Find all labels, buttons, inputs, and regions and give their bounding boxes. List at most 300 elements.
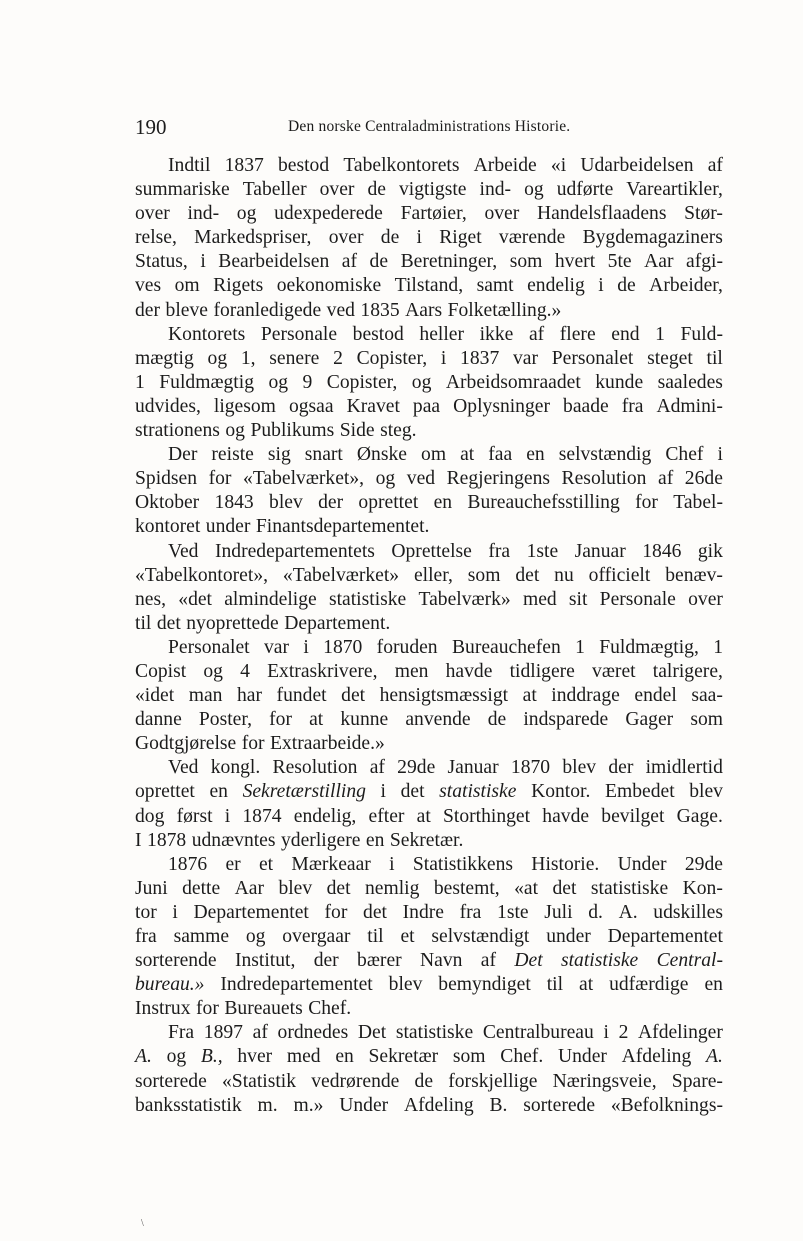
word: snart [304,444,343,466]
text-line [135,1021,723,1045]
word: Stør- [684,203,723,225]
word: 1878 [147,829,187,851]
word: Aar [644,251,674,273]
word: over [135,203,170,225]
word: der [313,950,339,972]
word: vigtigste [398,179,467,201]
word: været [592,660,636,682]
word: Status, [135,251,188,273]
word: de [617,275,636,297]
word: statistiske [395,1022,474,1044]
word: kunne [340,709,389,731]
word: Godtgjørelse [135,733,237,755]
word: ligesom [213,395,276,417]
word: Afdeling [621,1046,692,1068]
word: steg. [380,420,417,442]
word: B., [200,1046,223,1068]
word: ind- [479,179,512,201]
word: Aar [234,877,264,899]
word: for [324,901,348,923]
word: ind- [187,203,220,225]
word: værende [498,227,566,249]
word: imidlertid [645,757,723,779]
word: med [286,1046,321,1068]
word: og [245,926,266,947]
word: Folketælling.» [447,299,562,321]
word: reiste [211,444,254,466]
word: Copister, [356,347,428,369]
word: Embedet [605,781,675,803]
word: benæv- [665,564,723,586]
body-text [135,154,723,1118]
word: det [400,781,425,803]
word: kontoret [135,516,201,538]
word: Oplysninger [453,395,550,417]
word: men [394,660,429,682]
word: Centralbureau [482,1022,594,1044]
word: vedrørende [311,1070,400,1092]
word: i [200,251,206,273]
word: eller, [413,564,453,586]
text-line [135,949,723,973]
word: baade [563,395,609,417]
word: bestemt, [433,877,500,899]
word: og [268,371,289,393]
text-line [135,371,723,395]
word: hvert [554,251,596,273]
word: samt [476,275,514,297]
word: Vareartikler, [626,179,723,201]
word: 5te [607,251,632,273]
word: A. [135,1046,152,1068]
word: udskilles [653,901,723,923]
word: af [658,468,674,490]
word: 1837 [224,155,264,176]
word: Sekretærstilling [242,781,366,803]
word: det [156,612,181,634]
word: selvstændig [558,444,652,466]
word: Side [339,420,375,442]
word: «at [514,877,539,899]
word: dette [182,877,221,899]
word: kunde [595,371,644,393]
word: Personalet [168,636,250,658]
word: «Tabelværket», [243,468,365,490]
word: mægtig [135,347,194,369]
word: 9 [302,371,313,393]
word: til [546,974,564,996]
word: Bureauchefen [451,636,561,658]
word: Oktober [135,492,200,514]
word: 1 [713,636,723,658]
word: og [207,347,228,369]
word: Sekretær [368,1046,439,1068]
text-line [135,732,723,756]
word: en [526,444,545,466]
stray-mark: \ [141,1218,144,1229]
word: fra [488,540,511,562]
word: Personale [599,588,676,610]
word: sig [267,444,291,466]
word: oprettet [135,781,195,803]
word: af [252,1022,268,1044]
word: saa- [691,685,723,707]
text-line [135,226,723,250]
word: for [269,709,292,731]
word: saaledes [657,371,723,393]
word: at [416,805,431,827]
word: Tilstand, [394,275,464,297]
text-line [135,708,723,732]
word: foruden [376,636,438,658]
word: 26de [684,468,723,490]
word: en [433,492,453,514]
word: endelig, [293,805,357,827]
word: efter [368,805,405,827]
word: en [209,781,228,803]
word: Oprettelse [391,540,472,562]
word: Instrux [135,998,191,1020]
word: nes, [135,588,167,610]
word: Arbeide [473,155,537,176]
word: Januar [447,757,499,779]
word: under [205,516,251,538]
word: fundet [276,685,327,707]
word: over [688,588,723,610]
text-line [135,395,723,419]
word: til [367,926,384,947]
word: Poster, [198,709,253,731]
word: 1870 [323,636,363,658]
text-line [135,347,723,371]
word: steget [647,347,693,369]
word: og [375,468,396,490]
word: ikke [479,323,514,345]
word: Historie. [531,853,600,875]
word: I [135,829,142,851]
word: er [225,853,241,875]
word: bestod [277,155,330,176]
word: Under [557,1046,607,1068]
word: ogsaa [288,395,334,417]
word: ved [406,468,436,490]
word: 2 [618,1022,629,1044]
word: og [225,420,245,442]
word: Riget [439,227,482,249]
word: «i [550,155,567,176]
word: var [263,636,289,658]
text-line [135,1094,723,1118]
word: om [421,444,447,466]
word: heller [419,323,465,345]
word: der [135,299,161,321]
text-line [135,612,723,636]
word: Beretninger, [400,251,498,273]
word: senere [269,347,320,369]
word: fra [135,926,157,947]
word: Ved [168,757,199,779]
word: i [440,347,447,369]
word: 29de [397,757,436,779]
word: det [552,877,577,899]
word: Afdeling [403,1094,474,1116]
word: har [236,685,263,707]
word: Arbeidsomraadet [445,371,581,393]
word: blev [269,492,303,514]
word: et [258,853,274,875]
word: kongl. [210,757,261,779]
word: blev [562,757,597,779]
text-line [135,829,723,853]
word: Der [168,444,198,466]
word: Personalet [551,347,634,369]
word: blev [278,877,313,899]
running-title: Den norske Centraladministrations Historie. [288,118,571,135]
word: 1, [240,347,256,369]
word: blev [388,974,423,996]
word: det [515,564,540,586]
word: Indre [402,901,444,923]
word: statistiske [439,781,517,803]
word: statistiske [590,877,669,899]
text-line [135,515,723,539]
word: af [369,757,385,779]
word: dog [135,805,165,827]
word: som [452,1046,486,1068]
word: med [522,588,557,610]
word: 1843 [214,492,254,514]
word: indsparede [523,709,609,731]
word: Chef. [500,1046,544,1068]
word: Resolution [561,468,647,490]
text-line [135,973,723,997]
word: Bygdemagaziners [582,227,723,249]
word: og [203,660,223,682]
word: talrigere, [652,660,723,682]
word: Fuldmægtig, [599,636,699,658]
text-line [135,780,723,804]
text-line [135,660,723,684]
word: statistiske [560,950,639,972]
word: Statistikkens [412,853,514,875]
word: over [319,179,355,201]
word: foranledigede [213,299,322,321]
word: danne [135,709,182,731]
word: Departementet [607,926,723,947]
word: oprettet [358,492,419,514]
word: Copist [135,660,187,682]
text-line [135,877,723,901]
text-line [135,154,723,178]
word: anvende [405,709,471,731]
word: Kon- [682,877,723,899]
word: Ved [168,540,199,562]
word: Juni [135,877,168,899]
word: 1 [655,323,665,345]
word: udfærdige [609,974,689,996]
word: bestod [352,323,404,345]
word: for [241,733,265,755]
word: bureau.» [135,974,205,996]
word: for [635,492,658,514]
word: Markedspriser, [194,227,312,249]
word: «Tabelkontoret», [135,564,269,586]
word: Handelsflaadens [536,203,667,225]
word: en [365,829,385,851]
word: Indredepartementet [220,974,373,996]
text-line [135,299,723,323]
text-line [135,274,723,298]
text-line [135,467,723,491]
text-line [135,250,723,274]
word: 1876 [168,853,208,875]
word: Admini- [656,395,723,417]
word: Central- [656,950,723,972]
word: der [608,757,634,779]
word: m.» [293,1094,324,1116]
word: Chef. [308,998,352,1020]
word: og [166,1046,187,1068]
word: for [196,998,219,1020]
word: havde [445,660,493,682]
word: «idet [135,685,175,707]
word: de [369,251,389,273]
word: af [480,950,497,972]
word: Aars [405,299,443,321]
text-line [135,636,723,660]
word: Regjeringens [446,468,550,490]
text-line [135,997,723,1021]
word: Bearbeidelsen [218,251,330,273]
word: i [603,1022,609,1044]
word: flere [559,323,596,345]
word: yderligere [281,829,361,851]
word: som [690,709,723,731]
word: udnævntes [191,829,276,851]
word: «Befolknings- [610,1094,723,1116]
word: over [328,227,364,249]
word: gik [697,540,723,562]
word: A. [618,901,638,923]
word: Mærkeaar [291,853,371,875]
word: Navn [420,950,463,972]
word: Chef [665,444,704,466]
word: i [303,636,309,658]
page-number: 190 [135,115,167,139]
word: 1897 [203,1022,243,1044]
word: d. [588,901,603,923]
word: 1835 [360,299,400,321]
word: 1837 [460,347,500,369]
word: de [380,227,400,249]
text-line [135,805,723,829]
text-line [135,756,723,780]
word: overgaar [282,926,351,947]
word: bærer [357,950,402,972]
word: hensigtsmæssigt [379,685,509,707]
word: Det [357,1022,387,1044]
word: strationens [135,420,220,442]
word: statistiske [328,588,407,610]
word: Extraskrivere, [267,660,378,682]
word: Indtil [168,155,211,176]
word: A. [705,1046,723,1068]
word: over [484,203,520,225]
word: der [318,492,344,514]
word: bleve [165,299,208,321]
word: under [546,926,591,947]
word: til [706,347,723,369]
word: Finantsdepartementet. [255,516,430,538]
word: Spidsen [135,468,198,490]
word: Udarbeidelsen [580,155,694,176]
word: det [363,901,387,923]
word: 1 [135,371,145,393]
text-line [135,925,723,949]
word: tor [135,901,157,923]
word: afgi- [686,251,723,273]
word: de [367,179,386,201]
word: inddrage [551,685,620,707]
word: af [707,155,723,176]
word: 1874 [242,805,282,827]
word: i [389,853,395,875]
word: hver [237,1046,273,1068]
text-line [135,1045,723,1069]
word: 1ste [526,540,559,562]
word: Under [339,1094,389,1116]
word: Kontor. [531,781,591,803]
word: officielt [588,564,651,586]
word: ved [326,299,355,321]
word: i [416,227,422,249]
word: de [414,1070,434,1092]
word: af [341,251,358,273]
word: Det [514,950,543,972]
word: nyoprettede [186,612,279,634]
word: først [176,805,213,827]
word: Juli [544,901,573,923]
word: nu [554,564,574,586]
word: Fuld- [680,323,723,345]
word: at [579,974,594,996]
word: en [335,1046,354,1068]
word: m. [257,1094,278,1116]
word: paa [412,395,441,417]
word: som [467,564,501,586]
word: Publikums [250,420,335,442]
word: udexpederede [274,203,383,225]
word: og [411,371,432,393]
word: det [326,877,351,899]
word: Gage. [676,805,723,827]
word: end [611,323,640,345]
word: Næringsveie, [552,1070,657,1092]
word: fra [459,901,482,923]
text-line [135,588,723,612]
word: endelig [527,275,585,297]
word: 29de [684,853,723,875]
word: samme [173,926,230,947]
word: Fartøier, [400,203,467,225]
word: som [509,251,543,273]
text-line [135,178,723,202]
word: ves [135,275,162,297]
word: B. [489,1094,508,1116]
word: havde [542,805,590,827]
text-line [135,853,723,877]
text-line [135,540,723,564]
